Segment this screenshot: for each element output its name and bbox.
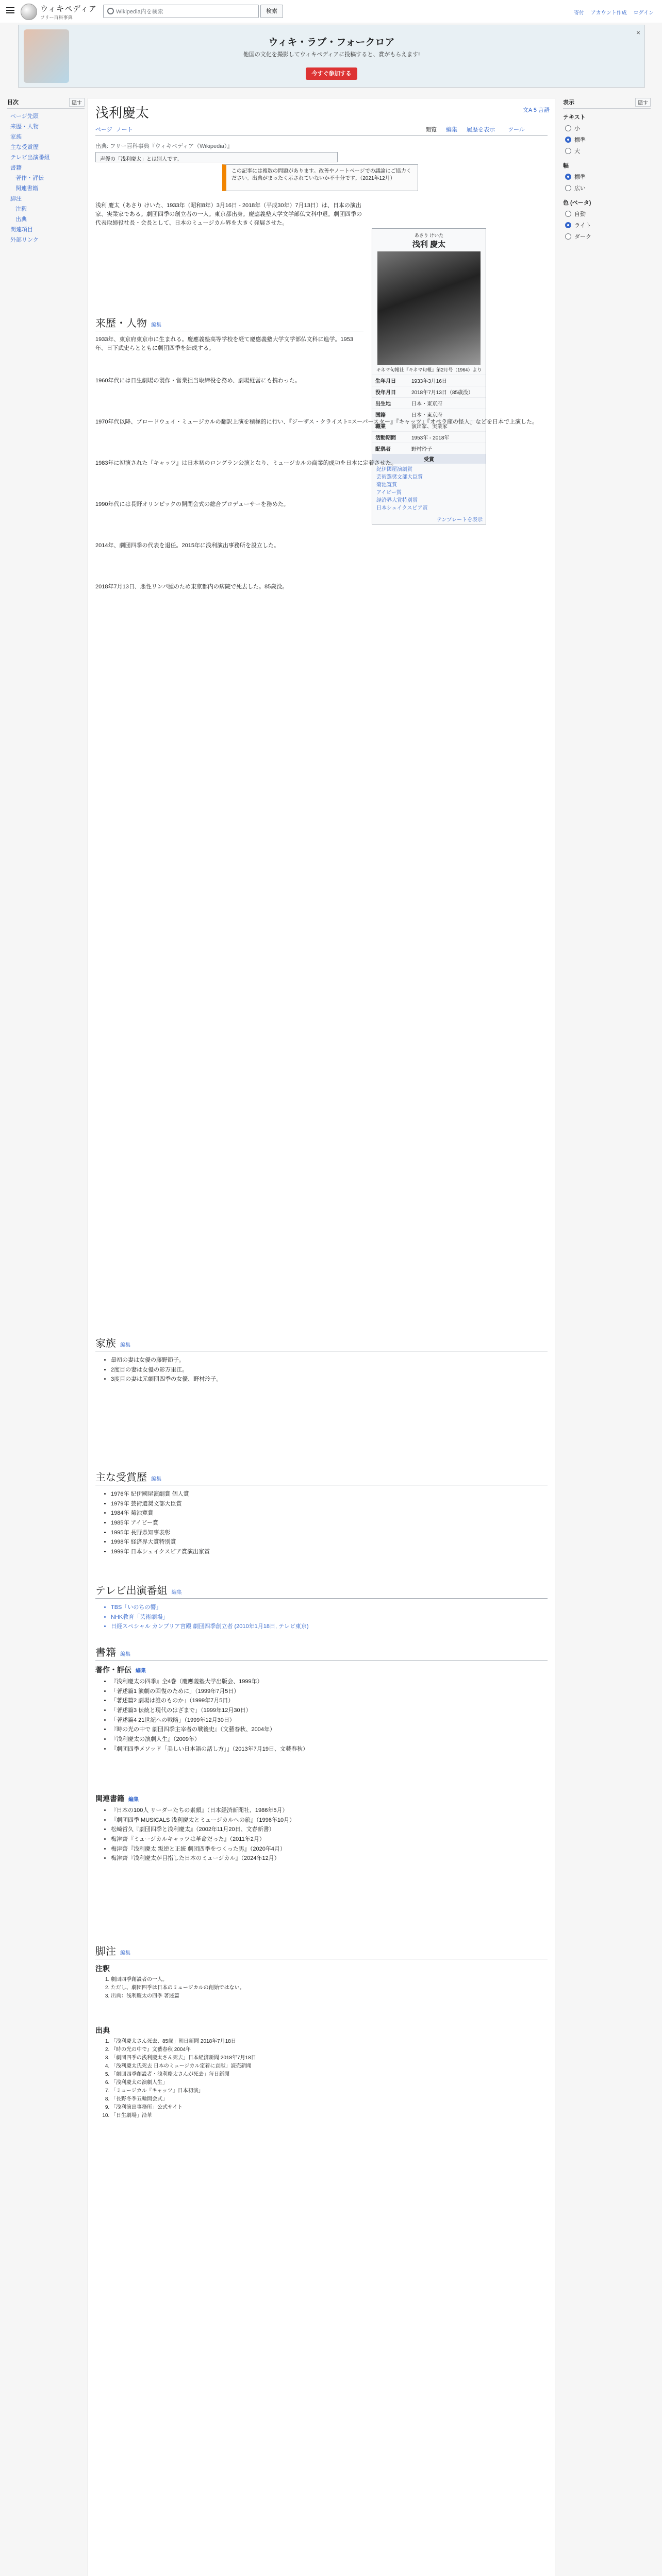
subsection-heading: 関連書籍 編集	[95, 1794, 139, 1803]
wikipedia-globe-icon	[21, 4, 37, 20]
list-item: 9. 「浅利演出事務所」公式サイト	[111, 2104, 256, 2112]
awards-list: 紀伊國屋演劇賞 芸術選奨文部大臣賞 菊池寛賞 アイビー賞 経済界大賞特別賞 日本シェイクスピア賞	[376, 467, 428, 511]
list-item: • 松崎哲久『劇団四季と浅利慶太』（2002年11月20日、文春新書）	[111, 1825, 295, 1835]
list-item[interactable]: • NHK教育「芸術劇場」	[111, 1613, 309, 1622]
toc-item[interactable]: 注釈	[15, 206, 27, 212]
toc-item[interactable]: 主な受賞歴	[10, 144, 39, 150]
list-item: 5. 「劇団四季創設者・浅利慶太さんが死去」毎日新聞	[111, 2071, 256, 2079]
banner-join-button[interactable]: 今すぐ参加する	[306, 67, 357, 80]
list-item: • 1999年 日本シェイクスピア賞演出家賞	[111, 1547, 210, 1557]
tab-read[interactable]: 閲覧	[425, 127, 437, 133]
subsection-heading: 注釈	[95, 1964, 110, 1973]
text-size-label: テキスト	[563, 114, 586, 121]
works-list	[104, 1677, 308, 1754]
search-input[interactable]	[103, 5, 259, 18]
awards-list	[104, 1489, 210, 1557]
list-item: 4. 「浅利慶太氏死去 日本のミュージカル定着に貢献」読売新聞	[111, 2062, 256, 2071]
list-item: 1. 劇団四季創設者の一人。	[111, 1976, 245, 1984]
toc-item[interactable]: 著作・評伝	[15, 175, 44, 181]
tv-list	[104, 1603, 309, 1632]
list-item: 1. 「浅利慶太さん死去、85歳」朝日新聞 2018年7月18日	[111, 2038, 256, 2046]
article-content	[88, 98, 555, 2576]
list-item: • 梅津齊『浅利慶太が目指した日本のミュージカル』（2024年12月）	[111, 1854, 295, 1863]
appearance-panel	[563, 98, 651, 244]
appearance-hide-button[interactable]: 隠す	[635, 98, 651, 107]
create-account-link[interactable]: アカウント作成	[590, 10, 627, 16]
list-item: • 梅津齊『ミュージカルキャッツは革命だった』（2011年2月）	[111, 1835, 295, 1844]
infobox-row: 配偶者 野村玲子	[372, 443, 486, 454]
search-icon	[107, 8, 114, 14]
related-books-list	[104, 1806, 295, 1863]
edit-link[interactable]: 編集	[128, 1797, 139, 1803]
edit-link[interactable]: 編集	[151, 1477, 161, 1482]
text-size-standard-radio[interactable]: 標準	[565, 135, 651, 144]
edit-link[interactable]: 編集	[151, 323, 161, 328]
article-source: 出典: フリー百科事典『ウィキペディア（Wikipedia）』	[95, 143, 233, 149]
infobox-ruby: あさり けいた	[414, 233, 444, 238]
appearance-header	[563, 98, 651, 109]
width-standard-radio[interactable]: 標準	[565, 173, 651, 181]
list-item: • 『日本の100人 リーダーたちの素顔』（日本経済新聞社、1986年5月）	[111, 1806, 295, 1816]
toc-item[interactable]: 脚注	[10, 196, 22, 202]
lead-paragraph: 浅利 慶太（あさり けいた、1933年（昭和8年）3月16日 - 2018年（平成30年）7月13日）は、日本の演出家、実業家である。劇団四季の創立者の一人。東京都出身。慶應義塾大学文学部仏文科中退。劇団四季の代表取締役社長・会長として、日本のミュージカル界を大きく発展させた。	[95, 202, 362, 227]
list-item: • 「著述篇3 伝統と現代のはざまで」（1999年12月30日）	[111, 1706, 308, 1716]
list-item: • 最初の妻は女優の藤野節子。	[111, 1355, 222, 1365]
subsection-heading: 出典	[95, 2026, 110, 2035]
list-item[interactable]: • 日経スペシャル カンブリア宮殿 劇団四季創立者 (2010年1月18日, テレビ東京)	[111, 1622, 309, 1632]
toc-item[interactable]: 出典	[15, 216, 27, 223]
login-link[interactable]: ログイン	[633, 10, 654, 16]
toc-hide-button[interactable]: 隠す	[69, 98, 85, 107]
list-item: • 1998年 経済界大賞特別賞	[111, 1537, 210, 1547]
references-list	[104, 2038, 256, 2120]
close-icon[interactable]: ×	[636, 28, 640, 37]
text-size-large-radio[interactable]: 大	[565, 147, 651, 155]
text-size-small-radio[interactable]: 小	[565, 124, 651, 132]
paragraph: 1933年、東京府東京市に生まれる。慶應義塾高等学校を経て慶應義塾大学文学部仏文科に進学。1953年、日下武史らとともに劇団四季を結成する。	[95, 336, 353, 352]
list-item: • 「著述篇2 劇場は誰のものか」（1999年7月5日）	[111, 1696, 308, 1706]
list-item: • 1985年 アイビー賞	[111, 1518, 210, 1528]
main-menu-icon[interactable]	[6, 7, 14, 13]
tab-tools[interactable]: ツール	[508, 127, 525, 133]
list-item: • 『時の光の中で 劇団四季主宰者の戦後史』（文藝春秋、2004年）	[111, 1725, 308, 1735]
infobox-name: 浅利 慶太	[412, 240, 446, 249]
tab-history[interactable]: 履歴を表示	[467, 127, 495, 133]
language-button[interactable]: 文A 5 言語	[523, 107, 550, 113]
search-button[interactable]: 検索	[260, 5, 283, 18]
list-item[interactable]: • TBS「いのちの響」	[111, 1603, 309, 1613]
edit-link[interactable]: 編集	[136, 1668, 146, 1674]
tab-edit[interactable]: 編集	[446, 127, 457, 133]
paragraph: 2018年7月13日、悪性リンパ腫のため東京都内の病院で死去した。85歳没。	[95, 584, 288, 590]
toc-title: 目次	[7, 99, 19, 106]
toc-item[interactable]: 外部リンク	[10, 237, 39, 243]
portrait-photo[interactable]	[377, 251, 481, 365]
edit-link[interactable]: 編集	[171, 1590, 182, 1596]
paragraph: 1970年代以降、ブロードウェイ・ミュージカルの翻訳上演を積極的に行い、『ジーザス・クライスト=スーパースター』『キャッツ』『オペラ座の怪人』などを日本で上演した。	[95, 419, 538, 425]
section-heading: 書籍 編集	[95, 1644, 548, 1660]
list-item: 3. 「劇団四季の浅利慶太さん死去」日本経済新聞 2018年7月18日	[111, 2054, 256, 2062]
subsection-heading: 著作・評伝 編集	[95, 1666, 146, 1674]
photo-caption: キネマ旬報社『キネマ旬報』第2月号（1964）より	[376, 367, 482, 372]
notes-list	[104, 1976, 245, 2001]
toc-item[interactable]: テレビ出演番組	[10, 155, 50, 161]
list-item: 10. 「日生劇場」沿革	[111, 2112, 256, 2120]
infobox-row: 職業 演出家、実業家	[372, 420, 486, 431]
color-dark-radio[interactable]: ダーク	[565, 232, 651, 241]
list-item: 8. 「長野冬季五輪開会式」	[111, 2095, 256, 2104]
infobox-row: 生年月日 1933年3月16日	[372, 375, 486, 386]
section-heading: 家族 編集	[95, 1335, 548, 1351]
list-item: • 「著述篇4 21世紀への戦略」（1999年12月30日）	[111, 1716, 308, 1725]
site-logo[interactable]	[21, 3, 97, 21]
hatnote: 声優の「浅利慶太」とは別人です。	[95, 152, 338, 162]
toc-item[interactable]: ページ先頭	[10, 113, 39, 120]
toc-item[interactable]: 書籍	[10, 165, 22, 171]
edit-link[interactable]: 編集	[120, 1951, 130, 1956]
list-item: • 『浅利慶太の演劇人生』（2009年）	[111, 1735, 308, 1744]
list-item: • 「著述篇1 演劇の回復のために」（1999年7月5日）	[111, 1687, 308, 1697]
paragraph: 1983年に初演された『キャッツ』は日本初のロングラン公演となり、ミュージカルの商業的成功を日本に定着させた。	[95, 460, 397, 466]
section-heading: 主な受賞歴 編集	[95, 1469, 548, 1485]
tab-page[interactable]: ページ	[95, 127, 112, 133]
search-placeholder: Wikipedia内を検索	[116, 9, 163, 15]
section-heading: 来歴・人物 編集	[95, 315, 363, 331]
infobox-row: 没年月日 2018年7月13日（85歳没）	[372, 386, 486, 397]
list-item: • 2度目の妻は女優の影万里江。	[111, 1365, 222, 1375]
list-item: • 『劇団四季メソッド「美しい日本語の話し方」』（2013年7月19日、文藝春秋）	[111, 1744, 308, 1754]
awards-header: 受賞	[372, 454, 486, 464]
section-heading: テレビ出演番組 編集	[95, 1582, 548, 1599]
campaign-banner	[18, 25, 645, 88]
infobox	[372, 228, 486, 524]
paragraph: 1960年代には日生劇場の製作・営業担当取締役を務め、劇場経営にも携わった。	[95, 378, 301, 384]
list-item: • 1976年 紀伊國屋演劇賞 個人賞	[111, 1489, 210, 1499]
template-link[interactable]: テンプレートを表示	[436, 517, 483, 523]
toc-item[interactable]: 関連項目	[10, 227, 33, 233]
toc-item[interactable]: 来歴・人物	[10, 124, 39, 130]
page-tabs	[95, 123, 548, 136]
infobox-row: 国籍 日本・東京府	[372, 409, 486, 420]
color-label: 色 (ベータ)	[563, 200, 591, 206]
personal-tools	[569, 8, 654, 16]
site-tagline: フリー百科事典	[40, 15, 73, 20]
list-item: • 1979年 芸術選奨文部大臣賞	[111, 1499, 210, 1509]
edit-link[interactable]: 編集	[120, 1343, 130, 1348]
top-header	[0, 0, 662, 23]
color-light-radio[interactable]: ライト	[565, 221, 651, 229]
donate-link[interactable]: 寄付	[574, 10, 585, 16]
paragraph: 2014年、劇団四季の代表を退任。2015年に浅利演出事務所を設立した。	[95, 543, 279, 549]
toc-sidebar	[7, 98, 85, 246]
color-auto-radio[interactable]: 自動	[565, 210, 651, 218]
banner-text: 他国の文化を撮影してウィキペディアに投稿すると、賞がもらえます!	[243, 52, 420, 58]
paragraph: 1990年代には長野オリンピックの開閉会式の総合プロデューサーを務めた。	[95, 501, 289, 507]
list-item: • 3度目の妻は元劇団四季の女優、野村玲子。	[111, 1375, 222, 1384]
list-item: • 『浅利慶太の四季』全4巻（慶應義塾大学出版会、1999年）	[111, 1677, 308, 1687]
toc-header	[7, 98, 85, 109]
list-item: 6. 「浅利慶太の演劇人生」	[111, 2079, 256, 2087]
edit-link[interactable]: 編集	[120, 1652, 130, 1657]
list-item: • 1984年 菊池寛賞	[111, 1509, 210, 1518]
tab-talk[interactable]: ノート	[116, 127, 133, 133]
appearance-title: 表示	[563, 99, 574, 106]
section-heading: 脚注 編集	[95, 1943, 548, 1959]
list-item: • 『劇団四季 MUSICALS 浅利慶太とミュージカルへの旅』（1996年10月）	[111, 1816, 295, 1825]
page-title: 浅利慶太	[95, 106, 150, 121]
list-item: • 1995年 長野県知事表彰	[111, 1528, 210, 1538]
infobox-row: 活動期間 1953年 - 2018年	[372, 431, 486, 443]
width-label: 幅	[563, 163, 569, 169]
banner-title: ウィキ・ラブ・フォークロア	[268, 37, 395, 48]
toc-item[interactable]: 家族	[10, 134, 22, 140]
list-item: 3. 出典：浅利慶太の四季 著述篇	[111, 1992, 245, 2001]
list-item: 2. 『時の光の中で』文藝春秋 2004年	[111, 2046, 256, 2054]
infobox-row: 出生地 日本・東京府	[372, 397, 486, 409]
list-item: 2. ただし、劇団四季は日本のミュージカルの創始ではない。	[111, 1984, 245, 1992]
maintenance-notice: この記事には複数の問題があります。改善やノートページでの議論にご協力ください。出典がまったく示されていないか不十分です。（2021年12月）	[222, 164, 418, 191]
toc-item[interactable]: 関連書籍	[15, 185, 38, 192]
width-wide-radio[interactable]: 広い	[565, 184, 651, 192]
list-item: 7. 「ミュージカル『キャッツ』日本初演」	[111, 2087, 256, 2095]
site-name: ウィキペディア	[40, 5, 97, 13]
family-list	[104, 1355, 222, 1384]
list-item: • 梅津齊『浅利慶太 叛逆と正統 劇団四季をつくった男』（2020年4月）	[111, 1844, 295, 1854]
